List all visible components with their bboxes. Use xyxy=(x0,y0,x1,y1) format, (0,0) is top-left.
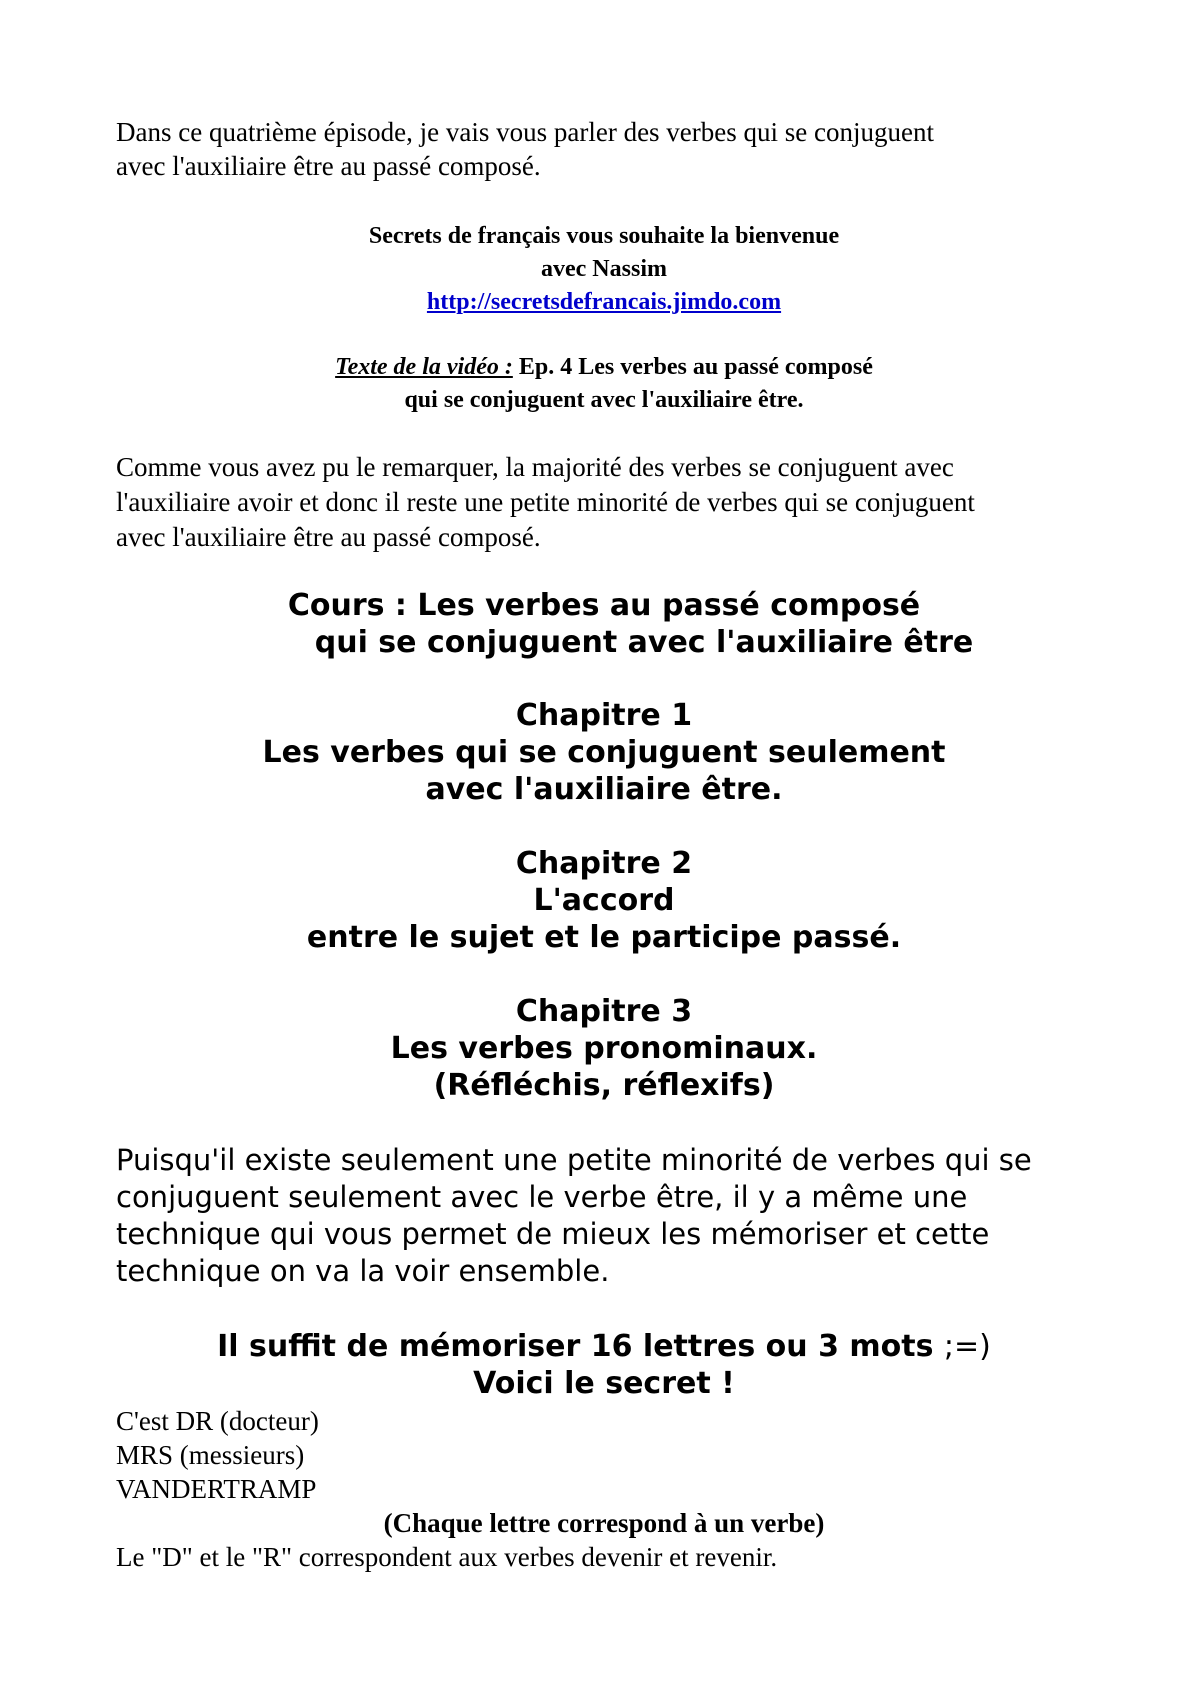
remark-line: avec l'auxiliaire être au passé composé. xyxy=(116,522,541,552)
mnemonic-line: VANDERTRAMP xyxy=(116,1474,317,1504)
technique-line: Puisqu'il existe seulement une petite minorité de verbes qui se xyxy=(116,1143,1032,1177)
chapter-3 xyxy=(116,993,1092,1104)
course-title-line: Cours : Les verbes au passé composé xyxy=(287,588,921,623)
video-title-block xyxy=(116,351,1092,417)
intro-paragraph xyxy=(116,115,1116,183)
technique-paragraph xyxy=(116,1142,1116,1290)
technique-line: technique qui vous permet de mieux les mémoriser et cette xyxy=(116,1217,990,1251)
remark-line: l'auxiliaire avoir et donc il reste une petite minorité de verbes qui se conjuguent xyxy=(116,487,975,517)
intro-line: avec l'auxiliaire être au passé composé. xyxy=(116,151,541,181)
chapter-line: (Réfléchis, réflexifs) xyxy=(433,1068,775,1103)
chapter-heading: Chapitre 3 xyxy=(515,994,693,1029)
course-title-line: qui se conjuguent avec l'auxiliaire être xyxy=(314,625,974,660)
video-label: Texte de la vidéo : xyxy=(335,354,513,380)
welcome-line: avec Nassim xyxy=(541,256,667,282)
website-link[interactable]: http://secretsdefrancais.jimdo.com xyxy=(426,289,782,315)
chapter-1 xyxy=(116,697,1092,808)
technique-line: technique on va la voir ensemble. xyxy=(116,1254,610,1288)
chapter-line: entre le sujet et le participe passé. xyxy=(306,920,902,955)
welcome-line: Secrets de français vous souhaite la bienvenue xyxy=(368,223,840,249)
chapter-line: Les verbes pronominaux. xyxy=(390,1031,818,1066)
chapter-heading: Chapitre 2 xyxy=(515,846,693,881)
chapter-line: avec l'auxiliaire être. xyxy=(425,772,783,807)
mnemonic-block xyxy=(116,1404,1116,1574)
intro-line: Dans ce quatrième épisode, je vais vous parler des verbes qui se conjuguent xyxy=(116,117,934,147)
video-title: Ep. 4 Les verbes au passé composé xyxy=(512,354,873,380)
mnemonic-note: (Chaque lettre correspond à un verbe) xyxy=(383,1508,825,1538)
remark-line: Comme vous avez pu le remarquer, la majorité des verbes se conjuguent avec xyxy=(116,452,954,482)
secret-line xyxy=(116,1328,1092,1365)
chapter-line: L'accord xyxy=(533,883,675,918)
course-title xyxy=(116,587,1092,661)
secret-text: Il suffit de mémoriser 16 lettres ou 3 mots xyxy=(217,1329,944,1364)
smiley-emoticon: ;=) xyxy=(943,1329,991,1364)
video-title-line: qui se conjuguent avec l'auxiliaire être. xyxy=(404,387,804,413)
secret-block xyxy=(116,1328,1092,1402)
welcome-block xyxy=(116,220,1092,319)
video-title-line xyxy=(116,351,1092,384)
mnemonic-line: Le "D" et le "R" correspondent aux verbes devenir et revenir. xyxy=(116,1542,778,1572)
remark-paragraph xyxy=(116,450,1116,555)
chapter-heading: Chapitre 1 xyxy=(515,698,693,733)
mnemonic-line: C'est DR (docteur) xyxy=(116,1406,319,1436)
secret-line: Voici le secret ! xyxy=(473,1366,735,1401)
chapter-2 xyxy=(116,845,1092,956)
technique-line: conjuguent seulement avec le verbe être, il y a même une xyxy=(116,1180,968,1214)
chapter-line: Les verbes qui se conjuguent seulement xyxy=(262,735,946,770)
mnemonic-line: MRS (messieurs) xyxy=(116,1440,305,1470)
